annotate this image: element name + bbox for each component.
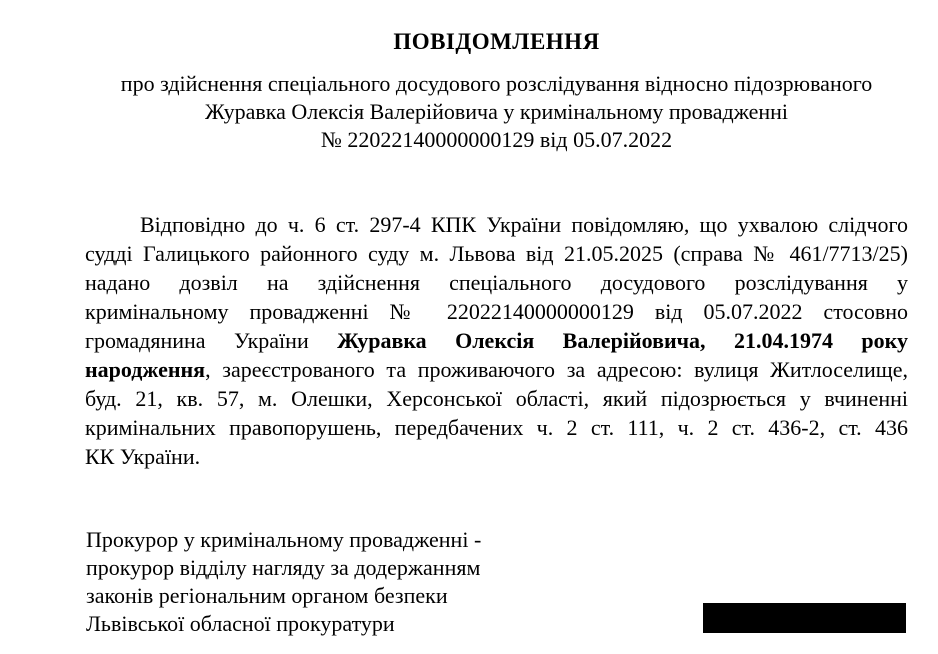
signature-line: законів регіональним органом безпеки [86, 583, 448, 608]
signature-line: Львівської обласної прокуратури [86, 611, 395, 636]
body-line-text: громадянина України [85, 328, 309, 353]
body-line [85, 297, 908, 326]
subtitle-line-case-number: № 22022140000000129 від 05.07.2022 [320, 127, 673, 152]
body-line-text: кримінальному провадженні № 22022140000000129 від 05.07.2022 стосовно [85, 299, 908, 324]
body-paragraph [85, 210, 908, 471]
body-line [85, 355, 908, 384]
body-line-text: буд. 21, кв. 57, м. Олешки, Херсонської області, який підозрюється у вчиненні [85, 386, 908, 411]
redaction-box [703, 603, 906, 633]
signature-line: прокурор відділу нагляду за додержанням [86, 555, 481, 580]
body-line [85, 413, 908, 442]
body-line [85, 384, 908, 413]
subtitle-line: про здійснення спеціального досудового розслідування відносно підозрюваного [120, 71, 873, 96]
body-line-text: надано дозвіл на здійснення спеціального досудового розслідування у [85, 270, 908, 295]
subtitle-line: Журавка Олексія Валерійовича у кримінальному провадженні [204, 99, 789, 124]
body-line-text: Відповідно до ч. 6 ст. 297-4 КПК України повідомляю, що ухвалою слідчого [140, 212, 908, 237]
document-content [85, 0, 908, 654]
birth-word-bold: народження [85, 357, 206, 382]
signature-line: Прокурор у кримінальному провадженні - [86, 527, 482, 552]
body-line-text: судді Галицького районного суду м. Львова від 21.05.2025 (справа № 461/7713/25) [85, 241, 908, 266]
body-line [85, 210, 908, 239]
suspect-name-bold: Журавка Олексія Валерійовича, 21.04.1974 року [337, 328, 908, 353]
document-subtitle [85, 70, 908, 154]
body-line [85, 326, 908, 355]
body-line [85, 442, 908, 471]
page-title: ПОВІДОМЛЕННЯ [393, 29, 600, 54]
body-line-text: , зареєстрованого та проживаючого за адресою: вулиця Житлоселище, [205, 357, 908, 382]
body-line-text: кримінальних правопорушень, передбачених ч. 2 ст. 111, ч. 2 ст. 436-2, ст. 436 [85, 415, 908, 440]
body-line-text: КК України. [85, 444, 201, 469]
body-line [85, 268, 908, 297]
body-line [85, 239, 908, 268]
